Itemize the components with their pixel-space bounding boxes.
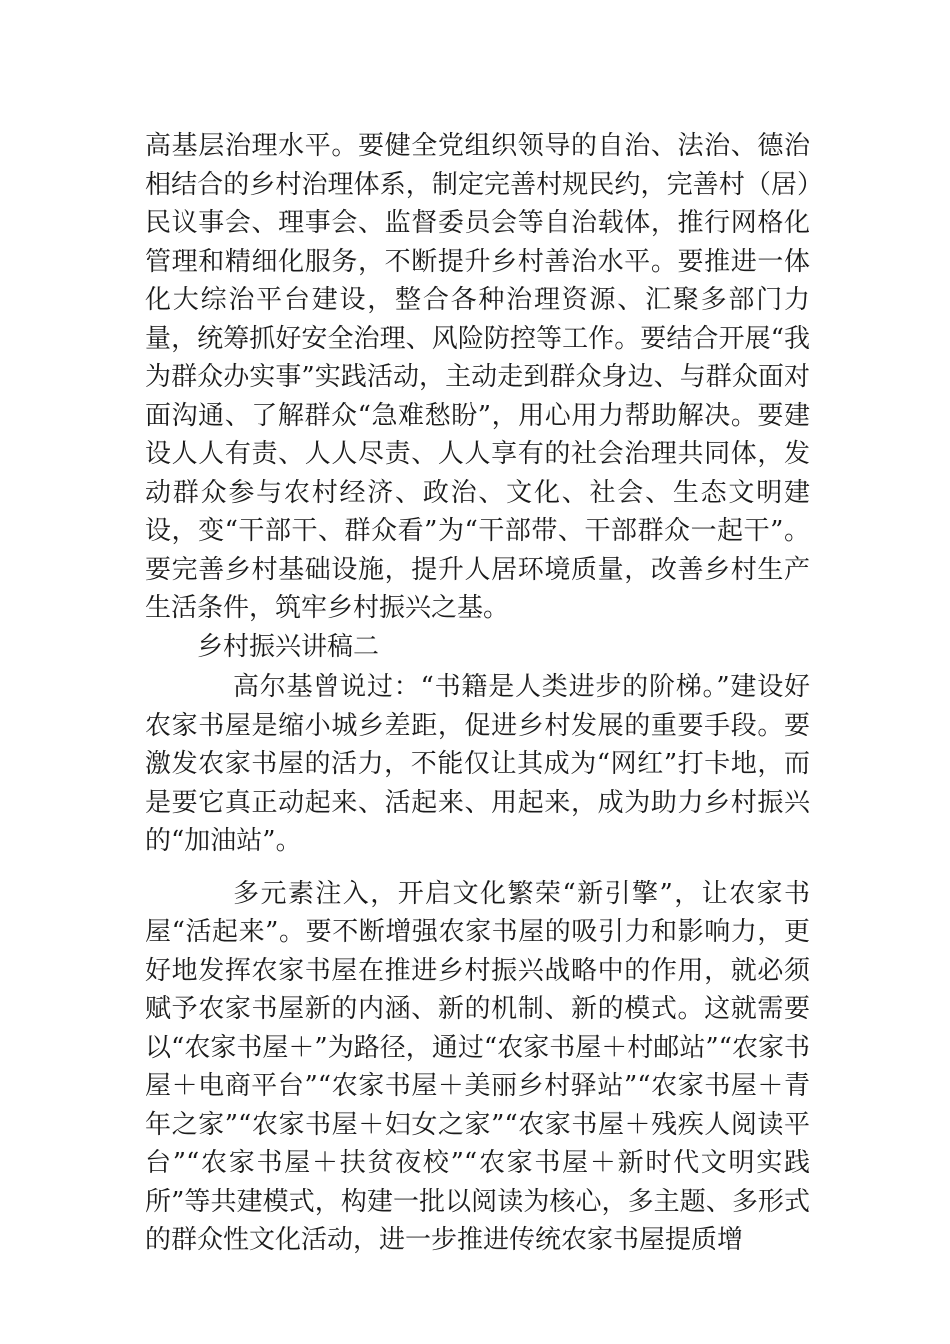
section-heading: 乡村振兴讲稿二 xyxy=(197,631,380,662)
body-paragraph-1: 高基层治理水平。要健全党组织领导的自治、法治、德治相结合的乡村治理体系，制定完善村规民约，完善村（居）民议事会、理事会、监督委员会等自治载体，推行网格化管理和精细化服务，不断提升乡村善治水平。要推进一体化大综治平台建设，整合各种治理资源、汇聚多部门力量，统筹抓好安全治理、风险防控等工作。要结合开展“我为群众办实事”实践活动，主动走到群众身边、与群众面对面沟通、了解群众“急难愁盼”，用心用力帮助解决。要建设人人有责、人人尽责、人人享有的社会治理共同体，发动群众参与农村经济、政治、文化、社会、生态文明建设，变“干部干、群众看”为“干部带、干部群众一起干”。要完善乡村基础设施，提升人居环境质量，改善乡村生产生活条件，筑牢乡村振兴之基。 xyxy=(145,131,810,623)
section-paragraph-1: 高尔基曾说过：“书籍是人类进步的阶梯。”建设好农家书屋是缩小城乡差距，促进乡村发展的重要手段。要激发农家书屋的活力，不能仅让其成为“网红”打卡地，而是要它真正动起来、活起来、用起来，成为助力乡村振兴的“加油站”。 xyxy=(145,672,810,856)
document-body xyxy=(145,127,810,1260)
section-paragraph-2: 多元素注入，开启文化繁荣“新引擎”，让农家书屋“活起来”。要不断增强农家书屋的吸引力和影响力，更好地发挥农家书屋在推进乡村振兴战略中的作用，就必须赋予农家书屋新的内涵、新的机制、新的模式。这就需要以“农家书屋＋”为路径，通过“农家书屋＋村邮站”“农家书屋＋电商平台”“农家书屋＋美丽乡村驿站”“农家书屋＋青年之家”“农家书屋＋妇女之家”“农家书屋＋残疾人阅读平台”“农家书屋＋扶贫夜校”“农家书屋＋新时代文明实践所”等共建模式，构建一批以阅读为核心，多主题、多形式的群众性文化活动，进一步推进传统农家书屋提质增 xyxy=(145,878,810,1255)
